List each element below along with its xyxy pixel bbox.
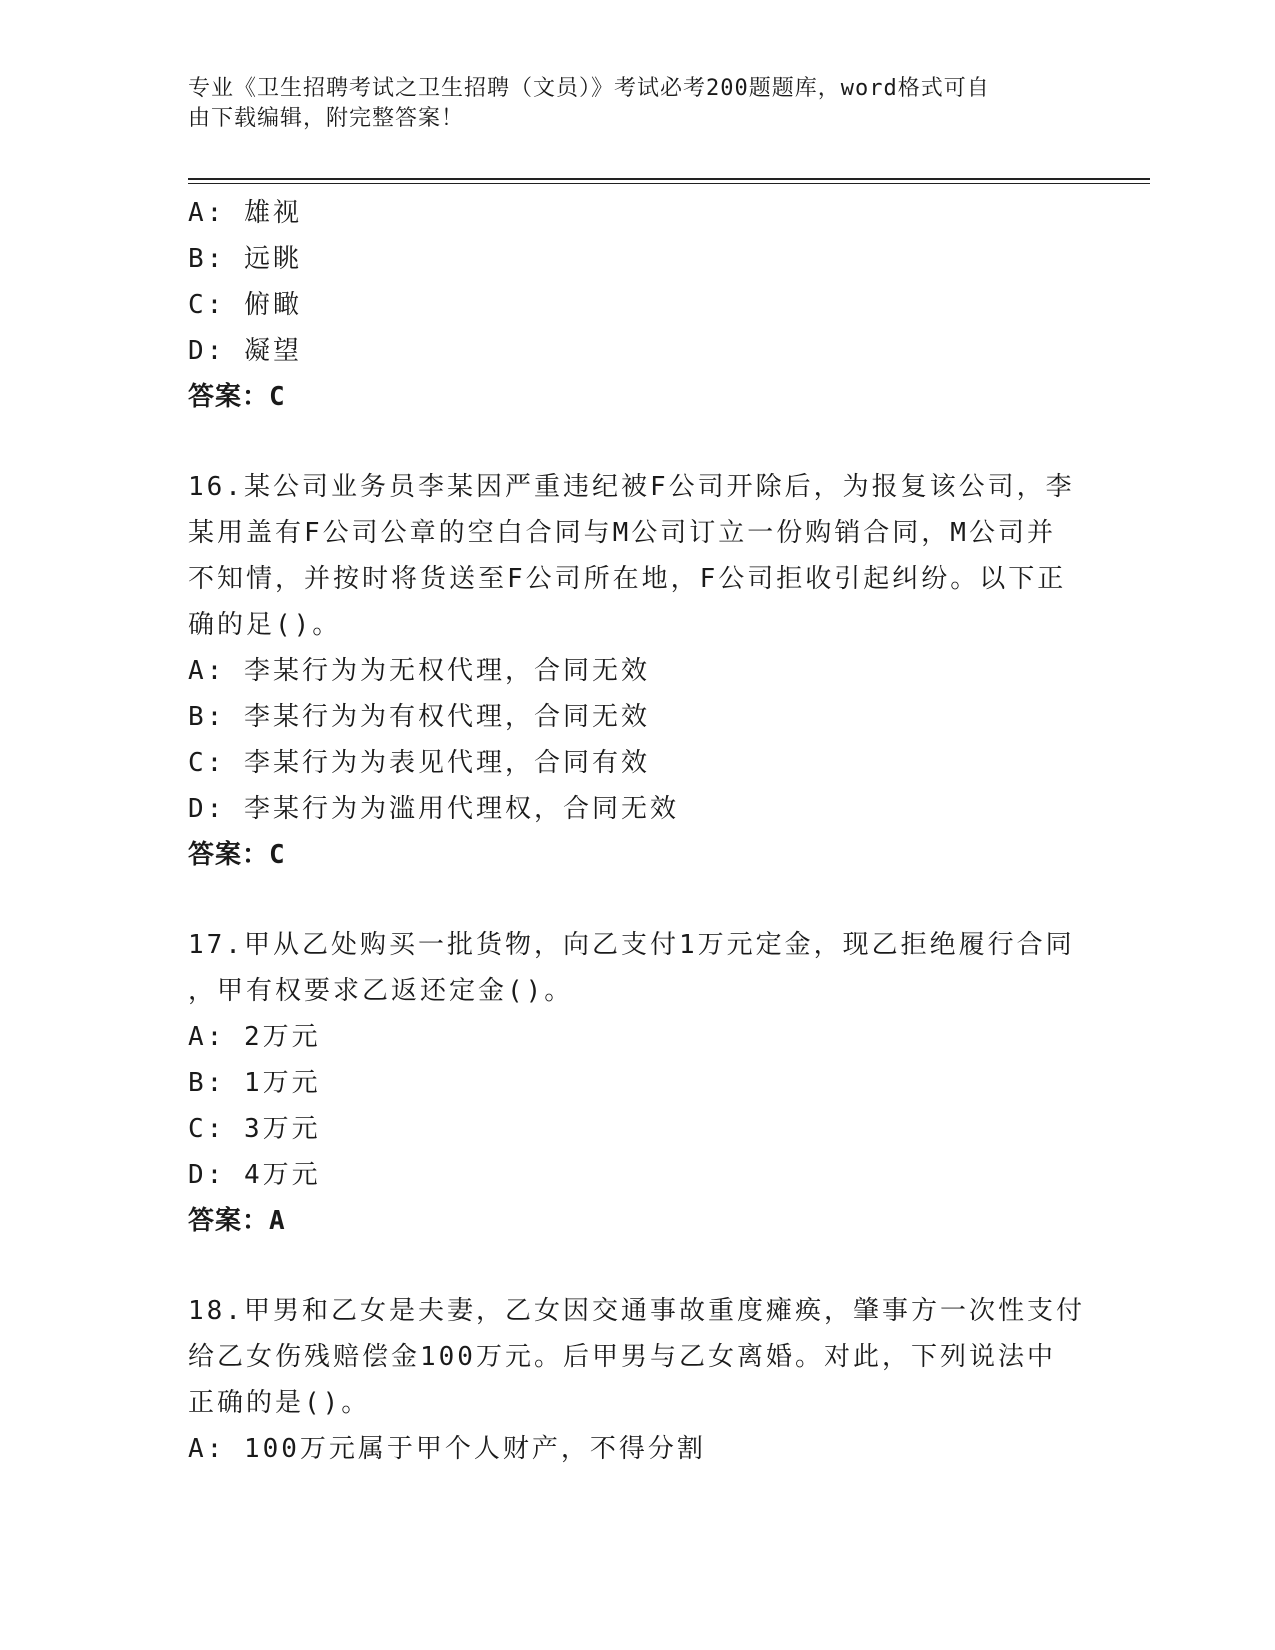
question-17 — [188, 922, 1088, 1244]
question-stem-line: 17.甲从乙处购买一批货物，向乙支付1万元定金，现乙拒绝履行合同 — [188, 930, 1075, 960]
question-list — [188, 190, 1088, 1472]
option-c: C: 3万元 — [188, 1114, 321, 1144]
option-b: B: 远眺 — [188, 244, 302, 274]
question-stem-line: 18.甲男和乙女是夫妻，乙女因交通事故重度瘫痪，肇事方一次性支付 — [188, 1296, 1085, 1326]
option-a: A: 2万元 — [188, 1022, 321, 1052]
question-stem-line: 16.某公司业务员李某因严重违纪被F公司开除后，为报复该公司，李 — [188, 472, 1075, 502]
question-stem-line: 确的足()。 — [188, 610, 342, 640]
option-c: C: 李某行为为表见代理，合同有效 — [188, 748, 650, 778]
header-divider-thin — [188, 183, 1150, 184]
option-d: D: 凝望 — [188, 336, 302, 366]
question-16 — [188, 464, 1088, 878]
question-18 — [188, 1288, 1088, 1472]
question-stem-line: 正确的是()。 — [188, 1388, 371, 1418]
answer: 答案：C — [188, 840, 286, 870]
spacer — [188, 878, 1088, 922]
option-d: D: 4万元 — [188, 1160, 321, 1190]
question-stem-line: 某用盖有F公司公章的空白合同与M公司订立一份购销合同，M公司并 — [188, 518, 1056, 548]
question-stem-line: 不知情，并按时将货送至F公司所在地，F公司拒收引起纠纷。以下正 — [188, 564, 1067, 594]
header-divider-thick — [188, 178, 1150, 180]
option-a: A: 李某行为为无权代理，合同无效 — [188, 656, 650, 686]
spacer — [188, 1244, 1088, 1288]
header-line-1: 专业《卫生招聘考试之卫生招聘（文员）》考试必考200题题库，word格式可自 — [188, 76, 990, 101]
option-c: C: 俯瞰 — [188, 290, 302, 320]
question-stem-line: ，甲有权要求乙返还定金()。 — [188, 976, 574, 1006]
option-a: A: 雄视 — [188, 198, 302, 228]
answer: 答案：C — [188, 382, 286, 412]
option-b: B: 李某行为为有权代理，合同无效 — [188, 702, 650, 732]
header-line-2: 由下载编辑，附完整答案！ — [188, 106, 465, 131]
question-stem-line: 给乙女伤残赔偿金100万元。后甲男与乙女离婚。对此，下列说法中 — [188, 1342, 1056, 1372]
option-a: A: 100万元属于甲个人财产，不得分割 — [188, 1434, 706, 1464]
document-header — [188, 74, 1088, 134]
option-d: D: 李某行为为滥用代理权，合同无效 — [188, 794, 679, 824]
question-15 — [188, 190, 1088, 420]
answer: 答案：A — [188, 1206, 286, 1236]
option-b: B: 1万元 — [188, 1068, 321, 1098]
spacer — [188, 420, 1088, 464]
